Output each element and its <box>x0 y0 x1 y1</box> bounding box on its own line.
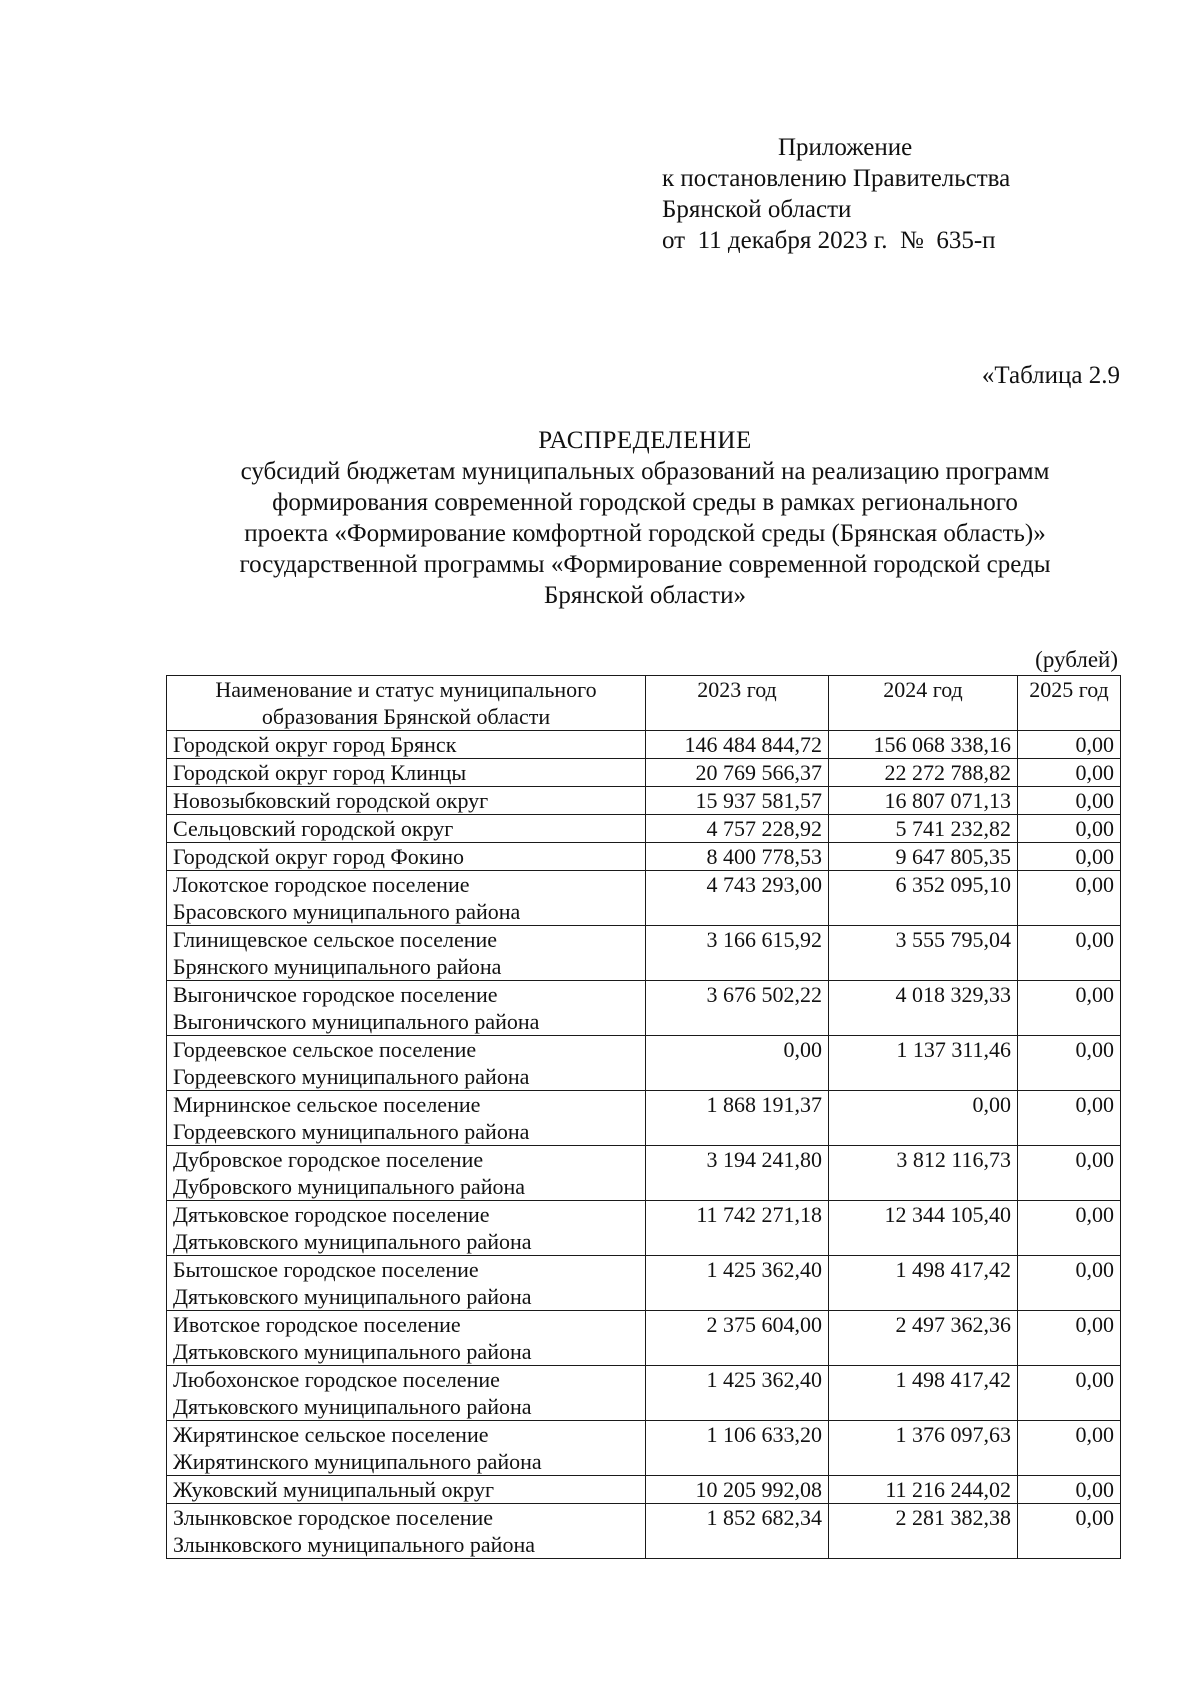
table-body <box>167 731 1121 1559</box>
municipality-name-line2: Брянского муниципального района <box>173 954 502 979</box>
municipality-name <box>167 1091 646 1146</box>
amount-2023: 15 937 581,57 <box>646 787 829 815</box>
municipality-name <box>167 787 646 815</box>
heading-line: государственной программы «Формирование современной городской среды <box>239 551 1051 578</box>
municipality-name <box>167 1201 646 1256</box>
municipality-name <box>167 871 646 926</box>
municipality-name <box>167 1311 646 1366</box>
amount-2023: 20 769 566,37 <box>646 759 829 787</box>
amount-2024: 2 281 382,38 <box>829 1504 1018 1559</box>
table-row <box>167 926 1121 981</box>
municipality-name-line1: Выгоничское городское поселение <box>173 982 498 1007</box>
heading-line: Брянской области» <box>544 582 746 609</box>
amount-2024: 16 807 071,13 <box>829 787 1018 815</box>
municipality-name-line2: Дятьковского муниципального района <box>173 1339 532 1364</box>
municipality-name-line1: Сельцовский городской округ <box>173 816 454 841</box>
municipality-name-line1: Бытошское городское поселение <box>173 1257 479 1282</box>
amount-2024: 9 647 805,35 <box>829 843 1018 871</box>
appendix-line-1: к постановлению Правительства <box>662 165 1011 192</box>
amount-2024: 5 741 232,82 <box>829 815 1018 843</box>
municipality-name-line2: Жирятинского муниципального района <box>173 1449 542 1474</box>
amount-2024: 0,00 <box>829 1091 1018 1146</box>
table-row <box>167 981 1121 1036</box>
amount-2024: 6 352 095,10 <box>829 871 1018 926</box>
municipality-name-line1: Мирнинское сельское поселение <box>173 1092 481 1117</box>
table-row <box>167 731 1121 759</box>
municipality-name <box>167 815 646 843</box>
municipality-name-line1: Глинищевское сельское поселение <box>173 927 498 952</box>
amount-2025: 0,00 <box>1018 1311 1121 1366</box>
header-2024: 2024 год <box>829 676 1018 731</box>
municipality-name-line1: Любохонское городское поселение <box>173 1367 500 1392</box>
municipality-name <box>167 1366 646 1421</box>
amount-2023: 1 868 191,37 <box>646 1091 829 1146</box>
amount-2023: 11 742 271,18 <box>646 1201 829 1256</box>
amount-2025: 0,00 <box>1018 1036 1121 1091</box>
municipality-name <box>167 731 646 759</box>
amount-2023: 3 194 241,80 <box>646 1146 829 1201</box>
distribution-table <box>166 675 1121 1559</box>
amount-2025: 0,00 <box>1018 1504 1121 1559</box>
currency-unit: (рублей) <box>1035 647 1118 672</box>
municipality-name-line2: Дятьковского муниципального района <box>173 1229 532 1254</box>
municipality-name-line1: Новозыбковский городской округ <box>173 788 489 813</box>
amount-2023: 1 425 362,40 <box>646 1366 829 1421</box>
amount-2024: 11 216 244,02 <box>829 1476 1018 1504</box>
amount-2024: 1 376 097,63 <box>829 1421 1018 1476</box>
amount-2024: 1 498 417,42 <box>829 1256 1018 1311</box>
table-header-row <box>167 676 1121 731</box>
document-heading <box>150 425 1140 611</box>
municipality-name-line1: Дубровское городское поселение <box>173 1147 484 1172</box>
header-name <box>167 676 646 731</box>
municipality-name-line1: Городской округ город Клинцы <box>173 760 467 785</box>
amount-2023: 2 375 604,00 <box>646 1311 829 1366</box>
amount-2024: 1 137 311,46 <box>829 1036 1018 1091</box>
table-row <box>167 759 1121 787</box>
municipality-name-line1: Дятьковское городское поселение <box>173 1202 490 1227</box>
amount-2025: 0,00 <box>1018 731 1121 759</box>
amount-2024: 4 018 329,33 <box>829 981 1018 1036</box>
amount-2025: 0,00 <box>1018 1091 1121 1146</box>
municipality-name <box>167 1036 646 1091</box>
municipality-name-line2: Дятьковского муниципального района <box>173 1284 532 1309</box>
municipality-name-line2: Дубровского муниципального района <box>173 1174 526 1199</box>
municipality-name-line2: Выгоничского муниципального района <box>173 1009 540 1034</box>
amount-2023: 3 676 502,22 <box>646 981 829 1036</box>
municipality-name <box>167 843 646 871</box>
table-row <box>167 787 1121 815</box>
municipality-name <box>167 1256 646 1311</box>
amount-2025: 0,00 <box>1018 871 1121 926</box>
table-row <box>167 1504 1121 1559</box>
amount-2025: 0,00 <box>1018 926 1121 981</box>
municipality-name <box>167 1476 646 1504</box>
amount-2025: 0,00 <box>1018 1366 1121 1421</box>
table-row <box>167 1091 1121 1146</box>
municipality-name-line1: Жирятинское сельское поселение <box>173 1422 489 1447</box>
amount-2025: 0,00 <box>1018 843 1121 871</box>
municipality-name-line1: Ивотское городское поселение <box>173 1312 461 1337</box>
amount-2024: 3 555 795,04 <box>829 926 1018 981</box>
amount-2024: 12 344 105,40 <box>829 1201 1018 1256</box>
municipality-name-line1: Гордеевское сельское поселение <box>173 1037 477 1062</box>
amount-2025: 0,00 <box>1018 815 1121 843</box>
table-reference: «Таблица 2.9 <box>981 362 1120 389</box>
heading-line: формирования современной городской среды в рамках регионального <box>272 489 1018 516</box>
header-name-line2: образования Брянской области <box>261 704 551 729</box>
appendix-date-line: от 11 декабря 2023 г. № 635-п <box>662 227 996 254</box>
municipality-name-line2: Злынковского муниципального района <box>173 1532 535 1557</box>
table-row <box>167 843 1121 871</box>
amount-2025: 0,00 <box>1018 759 1121 787</box>
amount-2024: 22 272 788,82 <box>829 759 1018 787</box>
municipality-name-line2: Гордеевского муниципального района <box>173 1119 530 1144</box>
amount-2023: 10 205 992,08 <box>646 1476 829 1504</box>
amount-2023: 4 757 228,92 <box>646 815 829 843</box>
amount-2023: 146 484 844,72 <box>646 731 829 759</box>
amount-2023: 3 166 615,92 <box>646 926 829 981</box>
appendix-block <box>662 132 1010 256</box>
municipality-name <box>167 981 646 1036</box>
appendix-line-2: Брянской области <box>662 196 852 223</box>
table-row <box>167 1146 1121 1201</box>
appendix-title: Приложение <box>778 134 913 161</box>
municipality-name-line2: Гордеевского муниципального района <box>173 1064 530 1089</box>
municipality-name <box>167 759 646 787</box>
table-row <box>167 1311 1121 1366</box>
header-name-line1: Наименование и статус муниципального <box>215 677 597 702</box>
amount-2023: 8 400 778,53 <box>646 843 829 871</box>
amount-2023: 1 852 682,34 <box>646 1504 829 1559</box>
municipality-name-line1: Злынковское городское поселение <box>173 1505 494 1530</box>
amount-2023: 0,00 <box>646 1036 829 1091</box>
table-row <box>167 1201 1121 1256</box>
table-row <box>167 1036 1121 1091</box>
table-row <box>167 1256 1121 1311</box>
header-2023: 2023 год <box>646 676 829 731</box>
amount-2023: 1 106 633,20 <box>646 1421 829 1476</box>
municipality-name-line1: Жуковский муниципальный округ <box>173 1477 494 1502</box>
heading-line: проекта «Формирование комфортной городской среды (Брянская область)» <box>244 520 1046 547</box>
municipality-name-line1: Городской округ город Фокино <box>173 844 465 869</box>
amount-2023: 4 743 293,00 <box>646 871 829 926</box>
municipality-name <box>167 1146 646 1201</box>
amount-2025: 0,00 <box>1018 1256 1121 1311</box>
table-row <box>167 871 1121 926</box>
municipality-name <box>167 926 646 981</box>
amount-2024: 3 812 116,73 <box>829 1146 1018 1201</box>
amount-2025: 0,00 <box>1018 787 1121 815</box>
amount-2025: 0,00 <box>1018 1201 1121 1256</box>
heading-title: РАСПРЕДЕЛЕНИЕ <box>538 427 752 454</box>
amount-2025: 0,00 <box>1018 1421 1121 1476</box>
amount-2023: 1 425 362,40 <box>646 1256 829 1311</box>
amount-2024: 2 497 362,36 <box>829 1311 1018 1366</box>
amount-2025: 0,00 <box>1018 1476 1121 1504</box>
municipality-name-line2: Дятьковского муниципального района <box>173 1394 532 1419</box>
amount-2025: 0,00 <box>1018 981 1121 1036</box>
table-row <box>167 815 1121 843</box>
table-row <box>167 1476 1121 1504</box>
municipality-name-line1: Городской округ город Брянск <box>173 732 457 757</box>
table-row <box>167 1366 1121 1421</box>
municipality-name-line1: Локотское городское поселение <box>173 872 470 897</box>
municipality-name-line2: Брасовского муниципального района <box>173 899 521 924</box>
amount-2025: 0,00 <box>1018 1146 1121 1201</box>
amount-2024: 1 498 417,42 <box>829 1366 1018 1421</box>
heading-line: субсидий бюджетам муниципальных образований на реализацию программ <box>240 458 1050 485</box>
municipality-name <box>167 1421 646 1476</box>
municipality-name <box>167 1504 646 1559</box>
amount-2024: 156 068 338,16 <box>829 731 1018 759</box>
table-row <box>167 1421 1121 1476</box>
header-2025: 2025 год <box>1018 676 1121 731</box>
